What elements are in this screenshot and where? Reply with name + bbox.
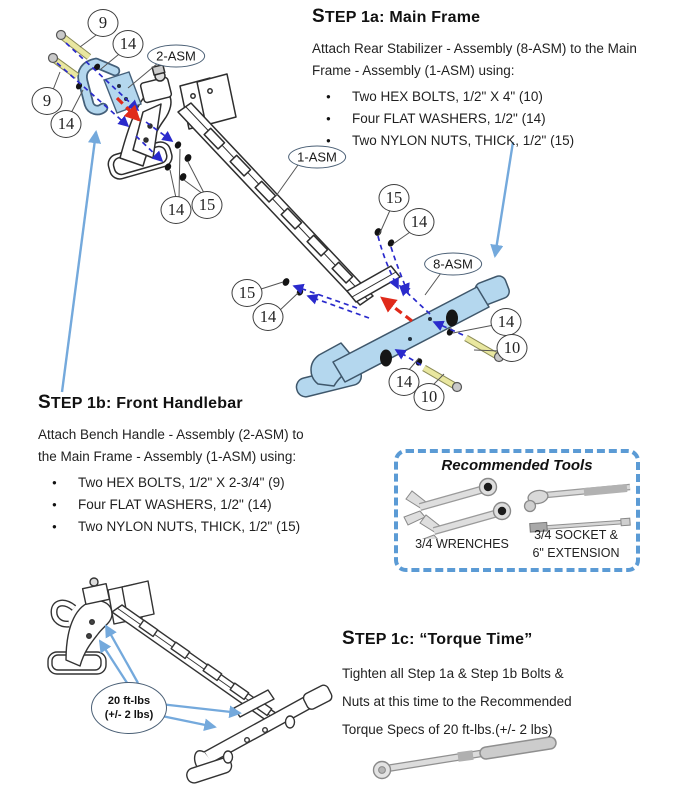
step1b-pointer-arrow bbox=[62, 132, 96, 392]
ratchet-icon bbox=[525, 487, 631, 512]
step-1a-bullet: ● Four FLAT WASHERS, 1/2" (14) bbox=[312, 108, 668, 130]
recommended-tools-box bbox=[394, 449, 640, 572]
assembled-frame-diagram bbox=[28, 556, 340, 787]
torque-spec-line2: (+/- 2 lbs) bbox=[104, 709, 154, 721]
hex-bolt-10-icons bbox=[424, 338, 504, 392]
callout-14: 14 bbox=[253, 303, 284, 331]
step-1b-intro-line2: the Main Frame - Assembly (1-ASM) using: bbox=[38, 449, 297, 464]
tools-box-title: Recommended Tools bbox=[441, 457, 593, 474]
step-1a-intro-line2: Frame - Assembly (1-ASM) using: bbox=[312, 63, 515, 78]
step1a-pointer-arrow bbox=[495, 142, 513, 256]
callout-14: 14 bbox=[161, 196, 192, 224]
callout-10: 10 bbox=[414, 383, 445, 411]
step-1a-bullet: ● Two NYLON NUTS, THICK, 1/2" (15) bbox=[312, 130, 668, 152]
callout-14: 14 bbox=[491, 308, 522, 336]
rear-stabilizer-part-8asm bbox=[295, 274, 512, 399]
callout-8-asm: 8-ASM bbox=[424, 253, 482, 276]
step-1a-section bbox=[312, 6, 668, 152]
wrenches-label: 3/4 WRENCHES bbox=[415, 537, 509, 551]
callout-14: 14 bbox=[51, 110, 82, 138]
callout-2-asm: 2-ASM bbox=[147, 45, 205, 68]
callout-10: 10 bbox=[497, 334, 528, 362]
step-1b-bullet: ● Four FLAT WASHERS, 1/2" (14) bbox=[38, 494, 383, 516]
step-1b-bullet: ● Two NYLON NUTS, THICK, 1/2" (15) bbox=[38, 516, 383, 538]
step-1b-intro-line1: Attach Bench Handle - Assembly (2-ASM) to bbox=[38, 427, 304, 442]
step-1c-line1: Tighten all Step 1a & Step 1b Bolts & bbox=[342, 666, 564, 681]
step-1c-line3: Torque Specs of 20 ft-lbs.(+/- 2 lbs) bbox=[342, 722, 553, 737]
callout-15: 15 bbox=[379, 184, 410, 212]
step-1b-section bbox=[38, 392, 383, 538]
step-1c-title: STEP 1c: “Torque Time” bbox=[342, 628, 533, 649]
callout-9: 9 bbox=[88, 9, 119, 37]
step-1a-title: STEP 1a: Main Frame bbox=[312, 6, 481, 27]
callout-14: 14 bbox=[389, 368, 420, 396]
step-1b-bullet: ● Two HEX BOLTS, 1/2" X 2-3/4" (9) bbox=[38, 472, 383, 494]
wrench-pair-icon bbox=[404, 479, 511, 540]
step-1a-intro-line1: Attach Rear Stabilizer - Assembly (8-ASM) to the Main bbox=[312, 41, 637, 56]
callout-15: 15 bbox=[232, 279, 263, 307]
callout-14: 14 bbox=[113, 30, 144, 58]
torque-spec-callout bbox=[91, 682, 167, 734]
step-1c-line2: Nuts at this time to the Recommended bbox=[342, 694, 572, 709]
assembled-frame-line-art bbox=[48, 578, 334, 785]
callout-1-asm: 1-ASM bbox=[288, 146, 346, 169]
callout-9: 9 bbox=[32, 87, 63, 115]
callout-14: 14 bbox=[404, 208, 435, 236]
step-1b-title: STEP 1b: Front Handlebar bbox=[38, 392, 243, 413]
step-1c-section bbox=[342, 628, 672, 744]
callout-15: 15 bbox=[192, 191, 223, 219]
torque-spec-line1: 20 ft-lbs bbox=[107, 695, 151, 707]
step-1a-bullet: ● Two HEX BOLTS, 1/2" X 4" (10) bbox=[312, 86, 668, 108]
socket-extension-label: 3/4 SOCKET & 6" EXTENSION bbox=[532, 528, 620, 560]
